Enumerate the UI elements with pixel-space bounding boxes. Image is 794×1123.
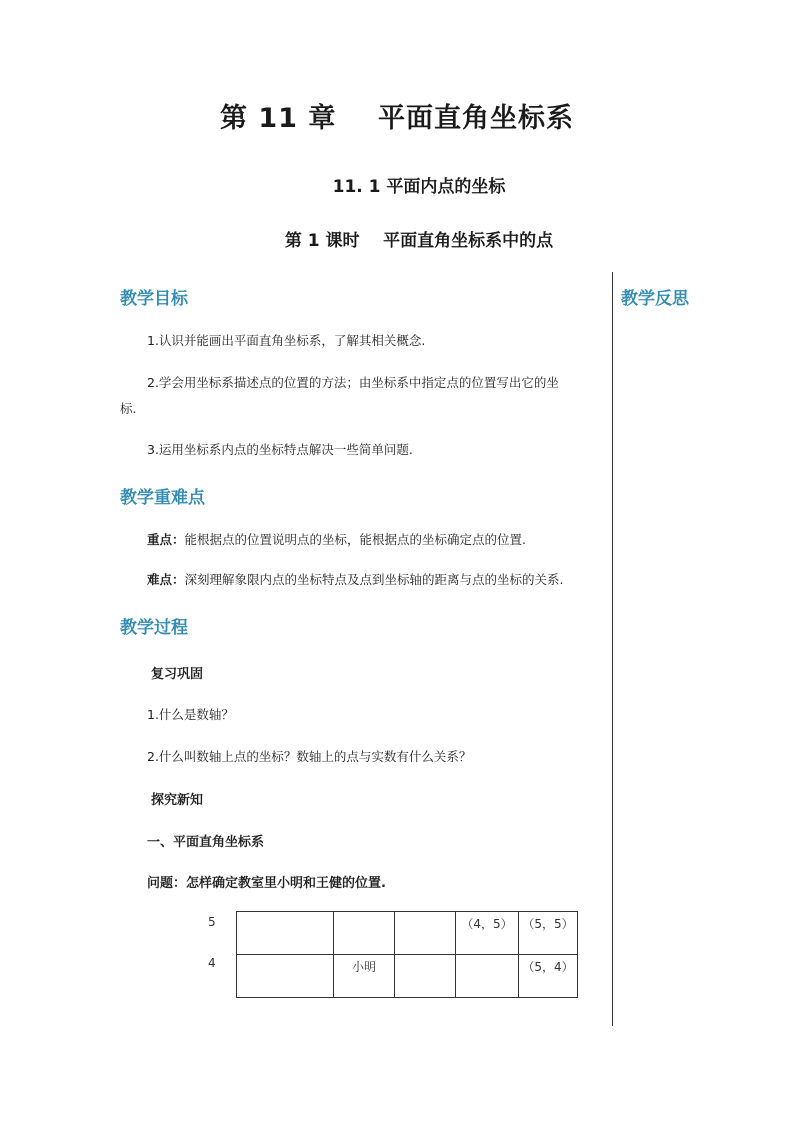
focus-label: 重点： (147, 532, 185, 547)
table-cell (334, 912, 395, 955)
table-cell: （4，5） (456, 912, 519, 955)
objective-item: 2.学会用坐标系描述点的位置的方法；由坐标系中指定点的位置写出它的坐 (147, 375, 559, 390)
table-cell (395, 955, 456, 998)
objective-item: 1.认识并能画出平面直角坐标系，了解其相关概念. (147, 333, 426, 348)
table-cell (237, 955, 334, 998)
difficulty-label: 难点： (147, 572, 185, 587)
objective-item-continued: 标. (120, 401, 137, 416)
objective-item: 3.运用坐标系内点的坐标特点解决一些简单问题. (147, 442, 413, 457)
focus-line (147, 526, 526, 554)
table-cell: （5，4） (519, 955, 578, 998)
section-title: 11. 1 平面内点的坐标 (332, 177, 506, 197)
review-question: 2.什么叫数轴上点的坐标？数轴上的点与实数有什么关系？ (147, 749, 472, 764)
review-heading: 复习巩固 (151, 667, 204, 682)
review-question: 1.什么是数轴？ (147, 707, 234, 722)
problem-text: 问题：怎样确定教室里小明和王健的位置. (147, 876, 386, 891)
table-cell (237, 912, 334, 955)
table-cell (456, 955, 519, 998)
part1-heading: 一、平面直角坐标系 (147, 835, 265, 850)
row-label: 4 (208, 956, 216, 970)
seat-table (236, 911, 578, 998)
table-row (237, 912, 578, 955)
objectives-heading: 教学目标 (120, 289, 188, 309)
reflection-heading: 教学反思 (621, 289, 689, 309)
difficulty-line (147, 566, 564, 594)
explore-heading: 探究新知 (151, 793, 204, 808)
key-points-heading: 教学重难点 (120, 488, 205, 508)
table-cell (395, 912, 456, 955)
chapter-title: 第 11 章 平面直角坐标系 (220, 103, 574, 134)
difficulty-text: 深刻理解象限内点的坐标特点及点到坐标轴的距离与点的坐标的关系. (184, 572, 564, 587)
table-cell: 小明 (334, 955, 395, 998)
lesson-title: 第 1 课时 平面直角坐标系中的点 (284, 231, 554, 251)
column-divider (612, 272, 613, 1026)
process-heading: 教学过程 (120, 618, 188, 638)
row-label: 5 (208, 915, 216, 929)
table-row (237, 955, 578, 998)
focus-text: 能根据点的位置说明点的坐标，能根据点的坐标确定点的位置. (184, 532, 526, 547)
table-cell: （5，5） (519, 912, 578, 955)
